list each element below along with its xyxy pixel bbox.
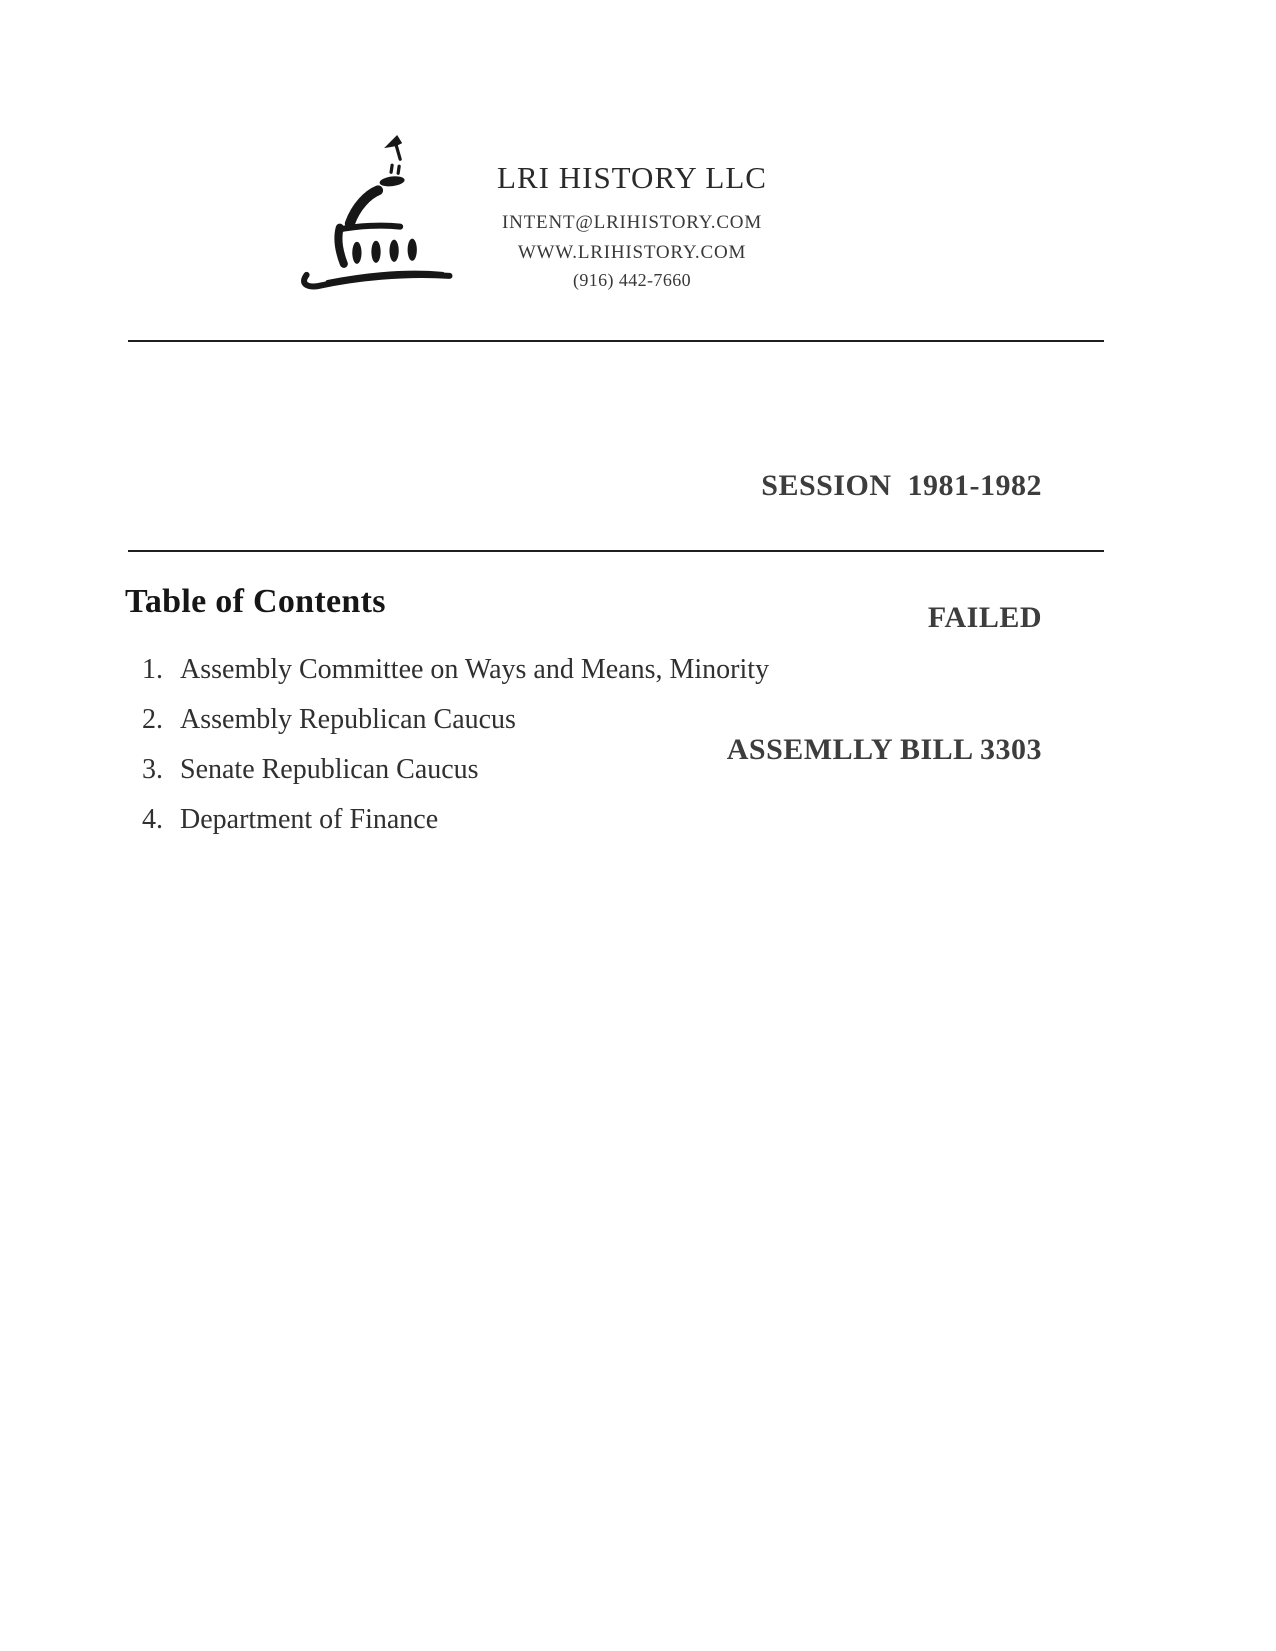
- company-email: INTENT@LRIHISTORY.COM: [501, 212, 763, 233]
- toc-item-number: 4.: [142, 804, 163, 835]
- toc-title: Table of Contents: [125, 583, 386, 620]
- toc-item-label: Department of Finance: [180, 804, 439, 835]
- toc-item: [142, 804, 942, 834]
- bill-line: ASSEMLLY BILL 3303: [726, 733, 1042, 766]
- horizontal-rule-bottom: [128, 550, 1104, 552]
- company-name: LRI HISTORY LLC: [497, 160, 767, 195]
- capitol-dome-icon: [293, 126, 455, 292]
- company-website: WWW.LRIHISTORY.COM: [517, 242, 747, 263]
- toc-item-label: Assembly Republican Caucus: [180, 704, 516, 735]
- toc-item: [142, 704, 942, 734]
- status-line: FAILED: [927, 601, 1042, 634]
- toc-item-label: Assembly Committee on Ways and Means, Minority: [180, 654, 770, 685]
- horizontal-rule-top: [128, 340, 1104, 342]
- company-phone: (916) 442-7660: [572, 270, 692, 290]
- toc-item: [142, 654, 942, 684]
- toc-list: [142, 654, 942, 854]
- session-line: SESSION 1981-1982: [761, 469, 1042, 502]
- toc-item-label: Senate Republican Caucus: [180, 754, 479, 785]
- toc-item: [142, 754, 942, 784]
- toc-item-number: 2.: [142, 704, 163, 735]
- toc-item-number: 3.: [142, 754, 163, 785]
- toc-item-number: 1.: [142, 654, 163, 685]
